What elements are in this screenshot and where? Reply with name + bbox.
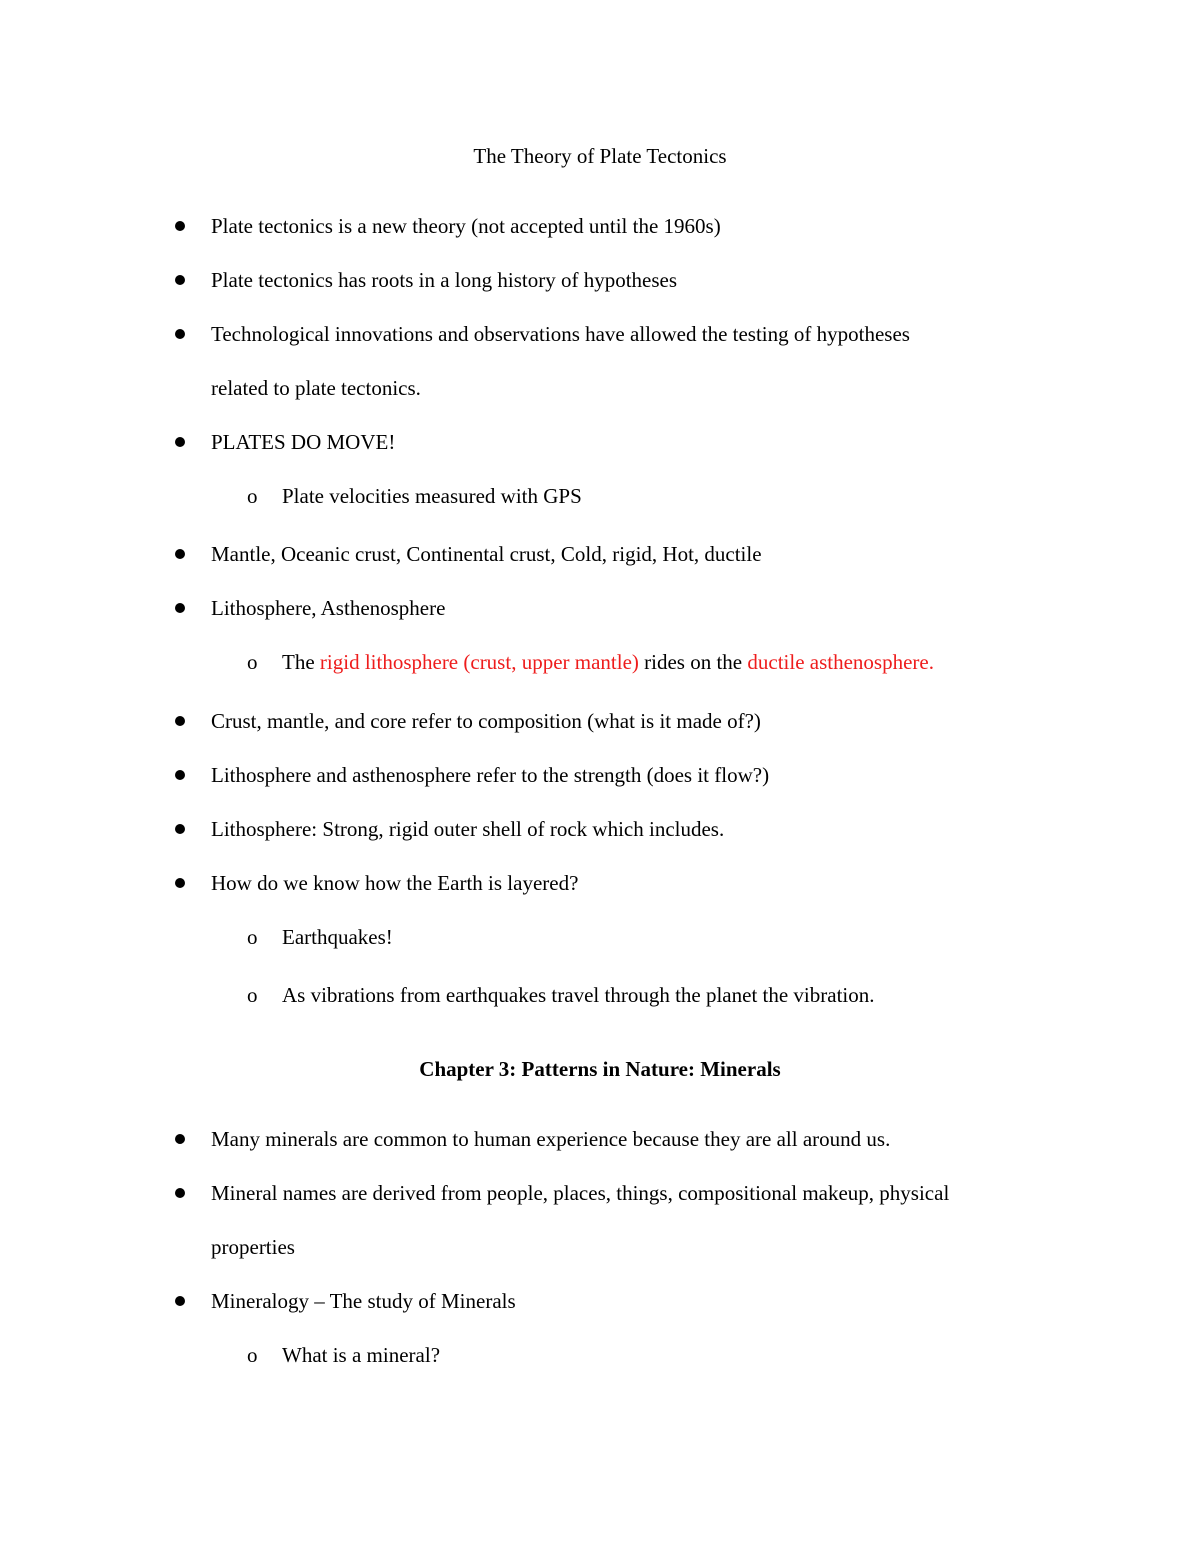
list-item-continuation: properties [211,1235,295,1259]
sub-list-item: Plate velocities measured with GPS [282,484,582,508]
highlighted-text: rigid lithosphere (crust, upper mantle) [319,650,639,674]
list-item: Mantle, Oceanic crust, Continental crust, Cold, rigid, Hot, ductile [211,542,762,566]
bullet-icon [175,603,185,613]
sub-list-item: What is a mineral? [282,1343,441,1367]
list-item: How do we know how the Earth is layered? [211,871,579,895]
sub-bullet-icon: o [247,650,258,674]
bullet-icon [175,770,185,780]
bullet-icon [175,549,185,559]
sub-bullet-icon: o [247,484,258,508]
list-item: Plate tectonics is a new theory (not accepted until the 1960s) [211,214,721,238]
list-item: Lithosphere, Asthenosphere [211,596,446,620]
list-item: Mineral names are derived from people, places, things, compositional makeup, physical [211,1181,950,1205]
page-title: The Theory of Plate Tectonics [473,144,727,168]
highlighted-text: ductile asthenosphere. [747,650,934,674]
text-segment: The [282,650,320,674]
bullet-icon [175,878,185,888]
list-item-continuation: related to plate tectonics. [211,376,421,400]
bullet-icon [175,1296,185,1306]
sub-list-item: As vibrations from earthquakes travel through the planet the vibration. [282,983,875,1007]
bullet-icon [175,275,185,285]
bullet-icon [175,329,185,339]
bullet-icon [175,221,185,231]
list-item: Mineralogy – The study of Minerals [211,1289,516,1313]
bullet-icon [175,716,185,726]
list-item: Lithosphere and asthenosphere refer to the strength (does it flow?) [211,763,770,787]
list-item: Technological innovations and observations have allowed the testing of hypotheses [211,322,910,346]
sub-bullet-icon: o [247,983,258,1007]
chapter-heading: Chapter 3: Patterns in Nature: Minerals [419,1057,781,1081]
list-item: Plate tectonics has roots in a long history of hypotheses [211,268,678,292]
bullet-icon [175,437,185,447]
list-item: PLATES DO MOVE! [211,430,396,454]
sub-list-item [282,647,934,677]
bullet-icon [175,1134,185,1144]
bullet-icon [175,1188,185,1198]
list-item: Lithosphere: Strong, rigid outer shell of rock which includes. [211,817,725,841]
bullet-icon [175,824,185,834]
sub-bullet-icon: o [247,1343,258,1367]
sub-bullet-icon: o [247,925,258,949]
list-item: Many minerals are common to human experience because they are all around us. [211,1127,891,1151]
sub-list-item: Earthquakes! [282,925,393,949]
text-segment: rides on the [638,650,748,674]
list-item: Crust, mantle, and core refer to composition (what is it made of?) [211,709,761,733]
